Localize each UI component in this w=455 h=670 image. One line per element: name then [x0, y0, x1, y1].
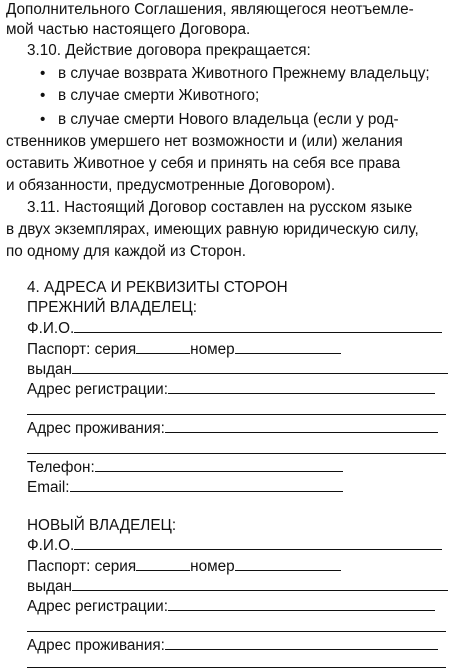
reg-address-field-row [27, 596, 435, 617]
passport-number-blank[interactable] [235, 556, 341, 571]
passport-field-row [27, 339, 341, 360]
clause-heading: 3.10. Действие договора прекращается: [27, 42, 311, 59]
passport-number-blank[interactable] [235, 339, 341, 354]
reg-address-field-row [27, 379, 435, 400]
phone-field-row [27, 457, 343, 478]
issued-field-row [27, 359, 448, 380]
reg-address-label: Адрес регистрации: [27, 598, 168, 615]
section-title: 4. АДРЕСА И РЕКВИЗИТЫ СТОРОН [27, 279, 288, 296]
live-address-label: Адрес проживания: [27, 420, 165, 437]
bullet-marker: • [40, 111, 46, 128]
passport-series-blank[interactable] [136, 339, 190, 354]
name-blank[interactable] [74, 535, 442, 550]
live-address-label: Адрес проживания: [27, 637, 165, 654]
issued-blank[interactable] [72, 576, 448, 591]
clause-text: в двух экземплярах, имеющих равную юридическую силу, [6, 221, 419, 238]
paragraph-line [6, 0, 451, 20]
bullet-item-text: в случае смерти Нового владельца (если у род- [58, 111, 399, 128]
live-address-field-row [27, 418, 438, 439]
live-address-blank[interactable] [165, 635, 438, 650]
name-field-row [27, 535, 442, 556]
reg-address-label: Адрес регистрации: [27, 381, 168, 398]
party-heading: НОВЫЙ ВЛАДЕЛЕЦ: [27, 517, 177, 534]
reg-address-blank[interactable] [168, 596, 435, 611]
text-line: Дополнительного Соглашения, являющегося неотъемле- [6, 1, 414, 18]
live-address-blank[interactable] [165, 418, 438, 433]
passport-number-label: номер [190, 558, 235, 575]
reg-address-extra-line[interactable] [27, 414, 446, 415]
bullet-marker: • [40, 87, 46, 104]
live-address-extra-line[interactable] [27, 667, 446, 668]
name-label: Ф.И.О. [27, 320, 75, 337]
issued-label: выдан [27, 361, 73, 378]
passport-series-blank[interactable] [136, 556, 190, 571]
email-label: Email: [27, 479, 70, 496]
passport-field-row [27, 556, 341, 577]
email-field-row [27, 477, 343, 498]
bullet-item-text: оставить Животное у себя и принять на себя все права [6, 155, 401, 172]
passport-number-label: номер [190, 341, 235, 358]
phone-blank[interactable] [95, 457, 343, 472]
live-address-field-row [27, 635, 438, 656]
bullet-item-text: ственников умершего нет возможности и (или) желания [6, 133, 403, 150]
bullet-item-text: и обязанности, предусмотренные Договором). [6, 177, 336, 194]
issued-label: выдан [27, 578, 73, 595]
reg-address-blank[interactable] [168, 379, 435, 394]
party-heading: ПРЕЖНИЙ ВЛАДЕЛЕЦ: [27, 299, 197, 316]
reg-address-extra-line[interactable] [27, 631, 446, 632]
paragraph-line: мой частью настоящего Договора. [6, 21, 251, 38]
bullet-item-text: в случае смерти Животного; [58, 87, 260, 104]
name-label: Ф.И.О. [27, 537, 75, 554]
name-blank[interactable] [74, 318, 442, 333]
live-address-extra-line[interactable] [27, 453, 446, 454]
issued-field-row [27, 576, 448, 597]
issued-blank[interactable] [72, 359, 448, 374]
clause-text: 3.11. Настоящий Договор составлен на русском языке [27, 199, 413, 216]
bullet-marker: • [40, 65, 46, 82]
passport-series-label: Паспорт: серия [27, 558, 137, 575]
name-field-row [27, 318, 442, 339]
bullet-item-text: в случае возврата Животного Прежнему владельцу; [58, 65, 430, 82]
passport-series-label: Паспорт: серия [27, 341, 137, 358]
email-blank[interactable] [70, 477, 343, 492]
clause-text: по одному для каждой из Сторон. [6, 243, 246, 260]
phone-label: Телефон: [27, 459, 95, 476]
